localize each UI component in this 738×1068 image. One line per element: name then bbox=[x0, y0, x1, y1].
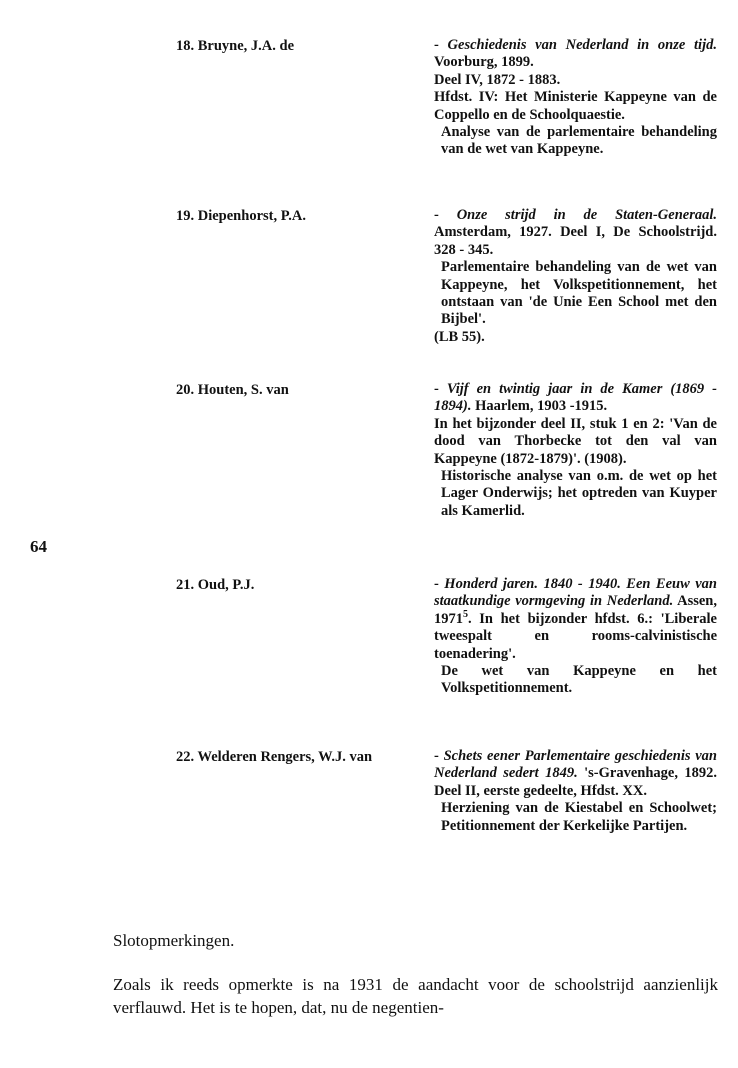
entry-author: 19. Diepenhorst, P.A. bbox=[176, 208, 306, 224]
entry-title: Onze strijd in de Staten-Generaal. bbox=[456, 207, 717, 223]
entry-detail: . In het bijzonder hfdst. 6.: 'Liberale tweespalt en rooms-calvinistische toenadering'. bbox=[434, 610, 717, 662]
entry-detail: Hfdst. IV: Het Ministerie Kappeyne van de Coppello en de Schoolquaestie. bbox=[434, 89, 717, 123]
entry-title: Honderd jaren. 1840 - 1940. Een Eeuw van staatkundige vormgeving in Nederland. bbox=[434, 576, 717, 610]
entry-annotation: Parlementaire behandeling van de wet van Kappeyne, het Volkspetitionnement, het ontstaan van 'de Unie Een School met den Bijbel'. bbox=[441, 259, 717, 328]
entry-annotation: Historische analyse van o.m. de wet op het Lager Onderwijs; het optreden van Kuyper als Kamerlid. bbox=[441, 468, 717, 519]
entry-detail: Deel IV, 1872 - 1883. bbox=[434, 71, 561, 88]
entry-annotation: Analyse van de parlementaire behandeling van de wet van Kappeyne. bbox=[441, 124, 717, 158]
entry-title: Schets eener Parlementaire geschiedenis van Nederland sedert 1849. bbox=[434, 748, 717, 782]
entry-publication: Voorburg, 1899. bbox=[434, 54, 534, 71]
entry-reference: - Vijf en twintig jaar in de Kamer (1869 - 1894). Haarlem, 1903 -1915. In het bijzonder deel II, stuk 1 en 2: 'Van de dood van Thorbecke tot den val van Kappeyne (1872-1879)'. (1908). Historische analyse van o.m. de wet op het Lager Onderwijs; het optreden van Kuyper als Kamerlid. bbox=[434, 381, 717, 519]
entry-reference: - Schets eener Parlementaire geschiedenis van Nederland sedert 1849. 's-Gravenhage, 1892. Deel II, eerste gedeelte, Hfdst. XX. Herziening van de Kiestabel en Schoolwet; Petitionnement der Kerkelijke Partijen. bbox=[434, 748, 718, 834]
section-heading: Slotopmerkingen. bbox=[113, 931, 235, 950]
entry-extra: (LB 55). bbox=[434, 328, 485, 345]
entry-annotation: De wet van Kappeyne en het Volkspetitionnement. bbox=[441, 663, 717, 697]
entry-author: 20. Houten, S. van bbox=[176, 382, 289, 398]
entry-publication: Haarlem, 1903 -1915. bbox=[475, 398, 608, 415]
entry-annotation: Herziening van de Kiestabel en Schoolwet; Petitionnement der Kerkelijke Partijen. bbox=[441, 800, 717, 834]
entry-publication: Assen, 1971 bbox=[434, 593, 717, 627]
entry-author: 21. Oud, P.J. bbox=[176, 577, 255, 593]
entry-reference: - Honderd jaren. 1840 - 1940. Een Eeuw van staatkundige vormgeving in Nederland. Assen, 1971$^5$. In het bijzonder hfdst. 6.: 'Liberale tweespalt en rooms-calvinistische toenadering'. De wet van Kappeyne en het Volkspetitionnement. bbox=[434, 576, 717, 697]
body-paragraph: Zoals ik reeds opmerkte is na 1931 de aandacht voor de schoolstrijd aanzienlijk verflauwd. Het is te hopen, dat, nu de negentien- bbox=[113, 975, 718, 1017]
entry-publication: Amsterdam, 1927. Deel I, De Schoolstrijd. 328 - 345. bbox=[434, 224, 717, 258]
edition-superscript: 5 bbox=[463, 608, 468, 620]
entry-reference: - Onze strijd in de Staten-Generaal. Amsterdam, 1927. Deel I, De Schoolstrijd. 328 - 345. Parlementaire behandeling van de wet van Kappeyne, het Volkspetitionnement, het ontstaan van 'de Unie Een School met den Bijbel'. (LB 55). bbox=[434, 207, 717, 345]
entry-author: 22. Welderen Rengers, W.J. van bbox=[176, 749, 373, 765]
entry-title: Geschiedenis van Nederland in onze tijd. bbox=[447, 37, 717, 53]
entry-publication: 's-Gravenhage, 1892. Deel II, eerste gedeelte, Hfdst. XX. bbox=[434, 765, 718, 799]
entry-detail: In het bijzonder deel II, stuk 1 en 2: 'Van de dood van Thorbecke tot den val van Kappeyne (1872-1879)'. (1908). bbox=[434, 415, 717, 467]
entry-reference: - Geschiedenis van Nederland in onze tijd. Voorburg, 1899. Deel IV, 1872 - 1883. Hfdst. IV: Het Ministerie Kappeyne van de Coppello en de Schoolquaestie. Analyse van de parlementaire behandeling van de wet van Kappeyne. bbox=[434, 37, 717, 158]
entry-author: 18. Bruyne, J.A. de bbox=[176, 38, 295, 54]
entry-title: Vijf en twintig jaar in de Kamer (1869 - 1894). bbox=[434, 381, 717, 415]
page-number: 64 bbox=[30, 537, 47, 556]
